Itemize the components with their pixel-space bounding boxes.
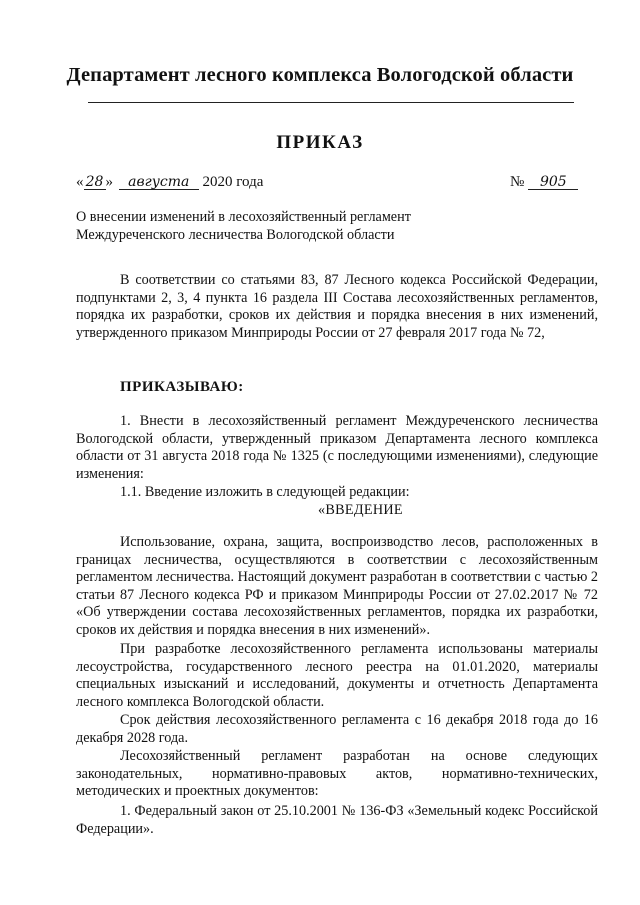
- item-1-1-paragraph: 1.1. Введение изложить в следующей редакции:: [120, 484, 410, 500]
- date-open-quote: «: [76, 174, 84, 190]
- order-title: ПРИКАЗ: [276, 132, 364, 153]
- order-number-label: №: [510, 174, 525, 190]
- introduction-paragraph-5: 1. Федеральный закон от 25.10.2001 № 136-ФЗ «Земельный кодекс Российской Федерации».: [76, 803, 598, 837]
- introduction-heading: «ВВЕДЕНИЕ: [318, 502, 403, 518]
- introduction-paragraph-4: Лесохозяйственный регламент разработан на основе следующих законодательных, нормативно-правовых актов, нормативно-технических, методических и проектных документов:: [76, 748, 598, 800]
- order-subject: О внесении изменений в лесохозяйственный регламент Междуреченского лесничества Вологодской области: [76, 209, 411, 243]
- header-divider: [88, 102, 574, 103]
- item-1-paragraph: 1. Внести в лесохозяйственный регламент Междуреченского лесничества Вологодской области, утвержденный приказом Департамента лесного комплекса области от 31 августа 2018 года № 1325 (с последующими изменениями), следующие изменения:: [76, 413, 598, 482]
- date-month-handwritten: августа: [119, 175, 199, 190]
- date-year: 2020 года: [202, 174, 264, 190]
- basis-paragraph: В соответствии со статьями 83, 87 Лесного кодекса Российской Федерации, подпунктами 2, 3, 4 пункта 16 раздела III Состава лесохозяйственных регламентов, порядка их разработки, сроков их действия и порядка внесения в них изменений, утвержденного приказом Минприроды России от 27 февраля 2017 года № 72,: [76, 272, 598, 341]
- introduction-paragraph-2: При разработке лесохозяйственного регламента использованы материалы лесоустройства, государственного лесного реестра на 01.01.2020, материалы специальных изысканий и исследований, документы и отчетность Департамента лесного комплекса Вологодской области.: [76, 641, 598, 710]
- date-close-quote: »: [105, 174, 113, 190]
- introduction-paragraph-1: Использование, охрана, защита, воспроизводство лесов, расположенных в границах лесничества, осуществляются в соответствии с лесохозяйственным регламентом лесничества. Настоящий документ разработан в соответствии с частью 2 статьи 87 Лесного кодекса РФ и приказом Минприроды России от 27.02.2017 № 72 «Об утверждении состава лесохозяйственных регламентов, порядка их разработки, сроков их действия и порядка внесения в них изменений».: [76, 534, 598, 638]
- order-number-handwritten: 905: [528, 175, 578, 190]
- date-day-handwritten: 28: [84, 175, 106, 190]
- order-date: [76, 174, 263, 191]
- department-title: Департамент лесного комплекса Вологодской области: [66, 64, 574, 86]
- introduction-paragraph-3: Срок действия лесохозяйственного регламента с 16 декабря 2018 года до 16 декабря 2028 года.: [76, 712, 598, 746]
- decree-heading: ПРИКАЗЫВАЮ:: [120, 379, 244, 395]
- order-number: [510, 174, 578, 191]
